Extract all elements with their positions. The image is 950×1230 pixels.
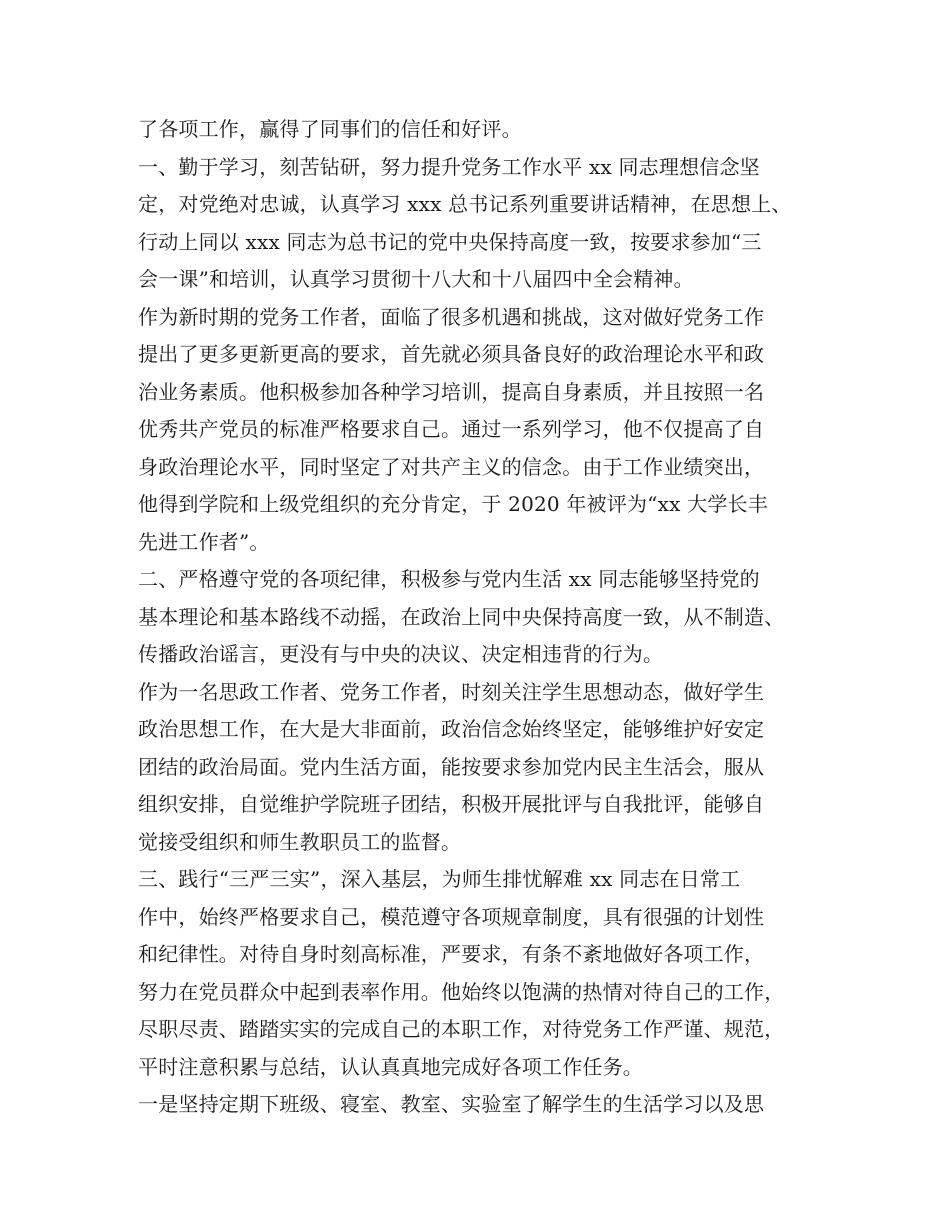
text-line: 和纪律性。对待自身时刻高标准，严要求，有条不紊地做好各项工作， [138,942,765,966]
text-line: 他得到学院和上级党组织的充分肯定，于 2020 年被评为“xx 大学长丰 [138,492,768,516]
section-heading-1-line: 一、勤于学习，刻苦钻研，努力提升党务工作水平 xx 同志理想信念坚 [138,154,760,179]
text-line: 行动上同以 xxx 同志为总书记的党中央保持高度一致，按要求参加“三 [138,229,762,254]
text-line: 治业务素质。他积极参加各种学习培训，提高自身素质，并且按照一名 [138,379,765,404]
text-line: 团结的政治局面。党内生活方面，能按要求参加党内民主生活会，服从 [138,754,765,779]
text-line: 作为一名思政工作者、党务工作者，时刻关注学生思想动态，做好学生 [138,679,765,704]
text-line: 会一课”和培训，认真学习贯彻十八大和十八届四中全会精神。 [138,267,694,291]
section-heading-2-line: 二、严格遵守党的各项纪律，积极参与党内生活 xx 同志能够坚持党的 [138,567,760,591]
text-line: 先进工作者”。 [138,529,270,554]
section-heading-3-line: 三、践行“三严三实”，深入基层，为师生排忧解难 xx 同志在日常工 [138,867,741,891]
text-line: 尽职尽责、踏踏实实的完成自己的本职工作，对待党务工作严谨、规范， [138,1017,785,1041]
document-body [138,111,828,1124]
text-line: 基本理论和基本路线不动摇，在政治上同中央保持高度一致，从不制造、 [138,604,785,629]
text-line: 优秀共产党员的标准严格要求自己。通过一系列学习，他不仅提高了自 [138,417,765,441]
text-line: 身政治理论水平，同时坚定了对共产主义的信念。由于工作业绩突出， [138,454,765,479]
text-line: 传播政治谣言，更没有与中央的决议、决定相违背的行为。 [138,642,664,666]
text-line: 一是坚持定期下班级、寝室、教室、实验室了解学生的生活学习以及思 [138,1092,765,1116]
text-line: 努力在党员群众中起到表率作用。他始终以饱满的热情对待自己的工作， [138,979,785,1004]
text-line: 提出了更多更新更高的要求，首先就必须具备良好的政治理论水平和政 [138,342,765,366]
text-line: 政治思想工作，在大是大非面前，政治信念始终坚定，能够维护好安定 [138,717,765,741]
text-line: 定，对党绝对忠诚，认真学习 xxx 总书记系列重要讲话精神，在思想上、 [138,192,792,216]
text-line: 了各项工作，赢得了同事们的信任和好评。 [138,117,522,141]
text-line: 组织安排，自觉维护学院班子团结，积极开展批评与自我批评，能够自 [138,792,765,816]
text-line: 作中，始终严格要求自己，模范遵守各项规章制度，具有很强的计划性 [138,904,765,929]
text-line: 平时注意积累与总结，认认真真地完成好各项工作任务。 [138,1054,643,1079]
text-line: 作为新时期的党务工作者，面临了很多机遇和挑战，这对做好党务工作 [138,304,765,329]
text-line: 觉接受组织和师生教职员工的监督。 [138,829,462,854]
